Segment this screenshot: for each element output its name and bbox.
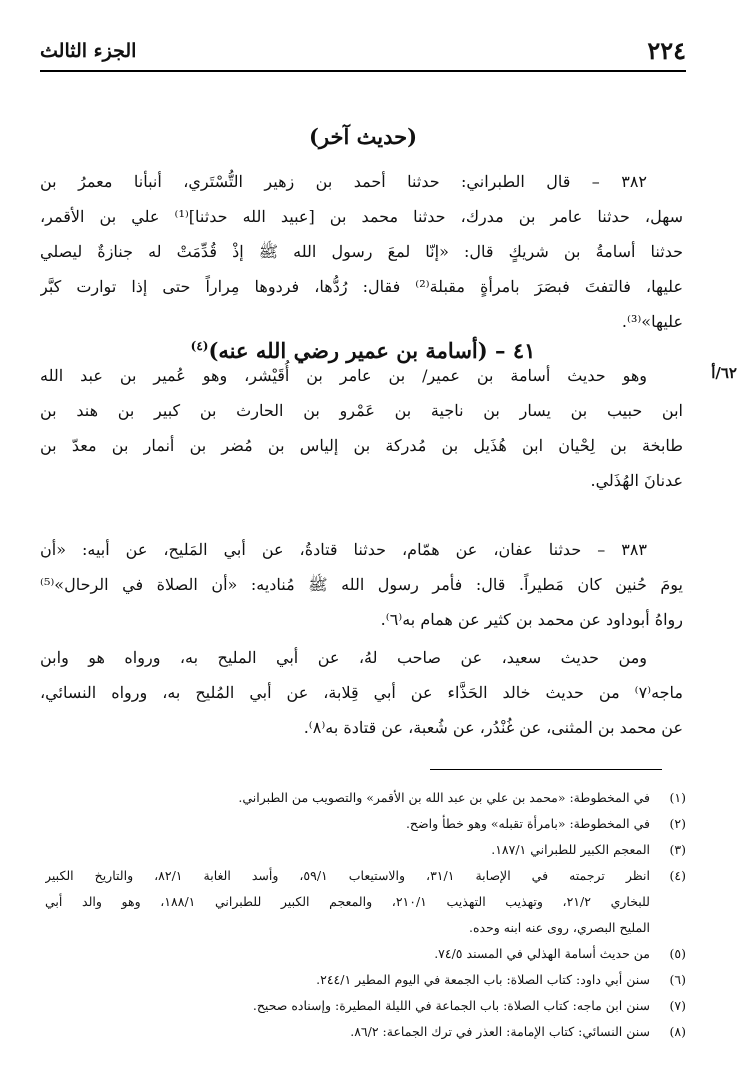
text-line: ٣٨٢ – قال الطبراني: حدثنا أحمد بن زهير التُّسْتَري، أنبأنا معمرُ بن xyxy=(40,172,647,191)
page-number: ٢٢٤ xyxy=(647,36,686,65)
footnote-3 xyxy=(45,837,686,863)
text-line: عن محمد بن المثنى، عن غُنْدُر، عن شُعبة، عن قتادة به⁽٨⁾. xyxy=(303,718,683,737)
text-line: عليها، فالتفتَ فبصَرَ بامرأةٍ مقبلة⁽²⁾ فقال: رُدُّها، فردوها مِراراً حتى إذا توارت كبَّر xyxy=(40,277,683,296)
text-line: ماجه⁽٧⁾ من حديث خالد الحَذَّاء عن أبي قِلابة، عن أبي المُليح به، ورواه النسائي، xyxy=(40,683,683,702)
footnotes xyxy=(45,785,686,1045)
footnote-number: (٤) xyxy=(669,868,686,883)
footnote-5 xyxy=(45,941,686,967)
footnote-text: المعجم الكبير للطبراني ١٨٧/١. xyxy=(491,842,650,857)
footnote-text: المليح البصري، روى عنه ابنه وحده. xyxy=(468,920,650,935)
footnote-number: (٣) xyxy=(669,842,686,857)
text-line: يومَ حُنين كان مَطيراً. قال: فأمر رسول الله ﷺ مُناديه: «أن الصلاة في الرحال»⁽⁵⁾ xyxy=(40,575,683,594)
text-line: رواهُ أبوداود عن محمد بن كثير عن همام به⁽٦⁾. xyxy=(380,610,683,629)
text-line: طابخة بن لِحْيان ابن هُذَيل بن مُدركة بن إلياس بن مُضر بن أنمار بن معدّ بن xyxy=(40,436,683,455)
footnote-text: في المخطوطة: «محمد بن علي بن عبد الله بن الأقمر» والتصويب من الطبراني. xyxy=(238,790,650,805)
footnote-text: من حديث أسامة الهذلي في المسند ٧٤/٥. xyxy=(434,946,650,961)
footnote-number: (٦) xyxy=(669,972,686,987)
footnote-7 xyxy=(45,993,686,1019)
footnote-text: سنن النسائي: كتاب الإمامة: العذر في ترك الجماعة: ٨٦/٢. xyxy=(350,1024,650,1039)
footnote-2 xyxy=(45,811,686,837)
section-heading-other-hadith: (حديث آخر) xyxy=(308,124,418,149)
text-line: حدثنا أسامةُ بن شريكٍ قال: «إنّا لمعَ رسول الله ﷺ إذْ قُدِّمَتْ له جنازةٌ ليصلي xyxy=(40,242,683,261)
footnote-number: (٥) xyxy=(669,946,686,961)
text-line: ابن حبيب بن يسار بن ناجية بن عَمْرو بن الحارث بن كبير بن هند بن xyxy=(40,401,683,420)
footnote-text: في المخطوطة: «بامرأة تقبله» وهو خطأ واضح. xyxy=(405,816,650,831)
usama-biography xyxy=(40,358,683,498)
page-header xyxy=(40,34,686,72)
footnote-8 xyxy=(45,1019,686,1045)
footnote-number: (٧) xyxy=(669,998,686,1013)
footnote-number: (١) xyxy=(669,790,686,805)
text-line: ٣٨٣ – حدثنا عفان، عن همّام، حدثنا قتادةُ، عن أبي المَليح، عن أبيه: «أن xyxy=(40,540,648,559)
part-title: الجزء الثالث xyxy=(40,40,137,62)
text-line: سهل، حدثنا عامر بن مدرك، حدثنا محمد بن [عبيد الله حدثنا]⁽¹⁾ علي بن الأقمر، xyxy=(40,207,683,226)
footnote-text: سنن أبي داود: كتاب الصلاة: باب الجمعة في اليوم المطير ٢٤٤/١. xyxy=(316,972,650,987)
footnote-ref: (٤) xyxy=(190,339,209,353)
hadith-382 xyxy=(40,164,683,339)
text-line: عليها»⁽³⁾. xyxy=(621,312,683,331)
section-heading-text: ٤١ – (أسامة بن عمير رضي الله عنه) xyxy=(208,338,536,363)
footnote-1 xyxy=(45,785,686,811)
footnote-number: (٢) xyxy=(669,816,686,831)
manuscript-folio-marker: ٦٢/أ xyxy=(711,364,737,382)
footnote-number: (٨) xyxy=(669,1024,686,1039)
footnote-4 xyxy=(45,863,686,941)
hadith-383-chains xyxy=(40,640,683,745)
footnote-6 xyxy=(45,967,686,993)
footnote-separator xyxy=(430,769,662,770)
footnote-text: للبخاري ٢١/٢، وتهذيب التهذيب ٢١٠/١، والمعجم الكبير للطبراني ١٨٨/١، وهو والد أبي xyxy=(45,894,650,909)
footnote-text: انظر ترجمته في الإصابة ٣١/١، والاستيعاب ٥٩/١، وأسد الغابة ٨٢/١، والتاريخ الكبير xyxy=(45,868,650,883)
text-line: عدنانَ الهُذَلي. xyxy=(590,471,683,490)
hadith-383 xyxy=(40,532,683,637)
footnote-text: سنن ابن ماجه: كتاب الصلاة: باب الجماعة في الليلة المطيرة: وإسناده صحيح. xyxy=(252,998,650,1013)
text-line: وهو حديث أسامة بن عمير/ بن عامر بن أُقَيْشر، وهو عُمير بن عبد الله xyxy=(40,366,647,385)
text-line: ومن حديث سعيد، عن صاحب لهُ، عن أبي المليح به، ورواه هو وابن xyxy=(40,648,647,667)
